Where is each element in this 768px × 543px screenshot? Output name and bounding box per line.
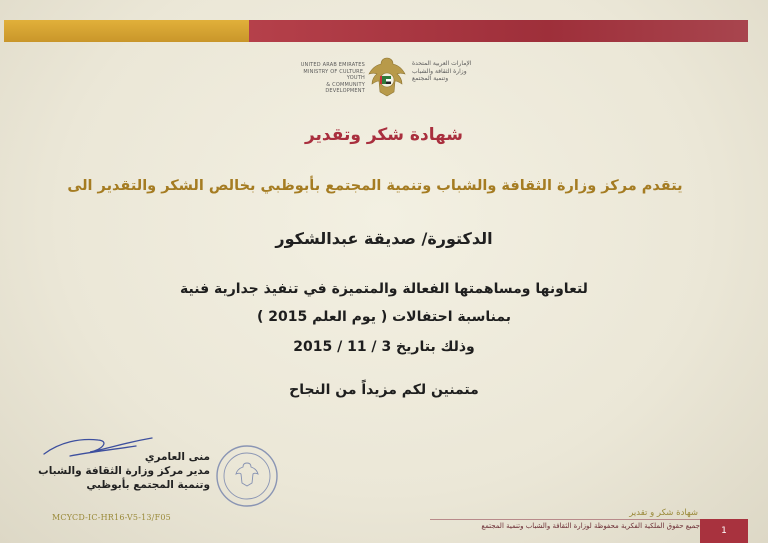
closing-wish: متمنين لكم مزيداً من النجاح <box>289 382 479 398</box>
recipient-name: الدكتورة/ صديقة عبدالشكور <box>275 229 493 248</box>
top-color-bar <box>4 20 748 42</box>
ministry-ar-line-2: وزارة الثقافة والشباب <box>412 67 467 75</box>
top-bar-red-segment <box>249 20 748 42</box>
signatory-name: منى العامري <box>144 451 210 463</box>
footer-document-title: شهادة شكر و تقدير <box>629 508 698 518</box>
date-line: وذلك بتاريخ 3 / 11 / 2015 <box>293 339 475 355</box>
certificate-title: شهادة شكر وتقدير <box>304 125 464 145</box>
ministry-en-line-2: MINISTRY OF CULTURE, YOUTH <box>303 68 365 81</box>
document-code: MCYCD-IC-HR16-V5-13/F05 <box>52 513 171 522</box>
ministry-en-line-1: UNITED ARAB EMIRATES <box>300 62 365 68</box>
occasion-line: بمناسبة احتفالات ( يوم العلم 2015 ) <box>257 309 511 325</box>
presenter-statement: يتقدم مركز وزارة الثقافة والشباب وتنمية المجتمع بأبوظبي بخالص الشكر والتقدير الى <box>67 178 683 194</box>
signatory-block <box>30 450 210 492</box>
ministry-ar-line-3: وتنمية المجتمع <box>412 75 449 82</box>
ministry-name-arabic <box>412 60 504 83</box>
signatory-title-2: وتنمية المجتمع بأبوظبي <box>86 479 210 491</box>
uae-falcon-emblem-icon <box>366 54 408 100</box>
footer-divider <box>430 519 700 520</box>
footer-copyright: جميع حقوق الملكية الفكرية محفوظة لوزارة الثقافة والشباب وتنمية المجتمع <box>481 522 700 530</box>
signatory-title-1: مدير مركز وزارة الثقافة والشباب <box>38 465 210 477</box>
page-number-badge: 1 <box>700 519 748 543</box>
ministry-en-line-3: & COMMUNITY DEVELOPMENT <box>325 81 365 94</box>
ministry-ar-line-1: الإمارات العربية المتحدة <box>412 60 472 67</box>
official-stamp-icon <box>214 443 280 509</box>
top-bar-gold-segment <box>4 20 249 42</box>
ministry-name-english <box>285 62 365 95</box>
appreciation-reason: لتعاونها ومساهمتها الفعالة والمتميزة في تنفيذ جدارية فنية <box>180 281 588 297</box>
